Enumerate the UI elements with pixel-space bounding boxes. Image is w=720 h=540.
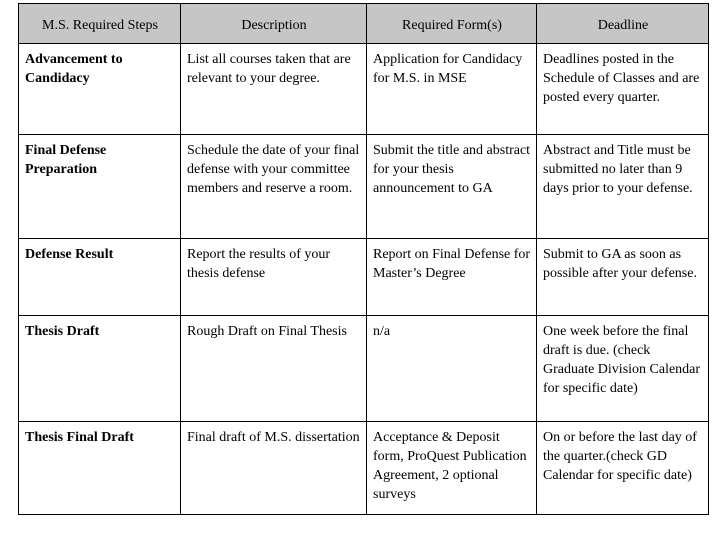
table-row (19, 135, 709, 239)
deadline-cell: Abstract and Title must be submitted no later than 9 days prior to your defense. (537, 135, 709, 239)
table-row (19, 44, 709, 135)
forms-cell: Application for Candidacy for M.S. in MSE (367, 44, 537, 135)
step-cell: Thesis Final Draft (19, 422, 181, 515)
header-row (19, 4, 709, 44)
forms-cell: Submit the title and abstract for your thesis announcement to GA (367, 135, 537, 239)
step-cell: Advancement to Candidacy (19, 44, 181, 135)
deadline-cell: On or before the last day of the quarter.(check GD Calendar for specific date) (537, 422, 709, 515)
step-cell: Defense Result (19, 239, 181, 316)
deadline-cell: One week before the final draft is due. (check Graduate Division Calendar for specific date) (537, 316, 709, 422)
deadline-cell: Submit to GA as soon as possible after your defense. (537, 239, 709, 316)
table-row (19, 316, 709, 422)
description-cell: Final draft of M.S. dissertation (181, 422, 367, 515)
header-steps: M.S. Required Steps (19, 4, 181, 44)
table-row (19, 239, 709, 316)
description-cell: List all courses taken that are relevant to your degree. (181, 44, 367, 135)
table-row (19, 422, 709, 515)
description-cell: Rough Draft on Final Thesis (181, 316, 367, 422)
requirements-table (18, 3, 709, 515)
deadline-cell: Deadlines posted in the Schedule of Classes and are posted every quarter. (537, 44, 709, 135)
description-cell: Report the results of your thesis defense (181, 239, 367, 316)
forms-cell: n/a (367, 316, 537, 422)
header-forms: Required Form(s) (367, 4, 537, 44)
step-cell: Thesis Draft (19, 316, 181, 422)
description-cell: Schedule the date of your final defense with your committee members and reserve a room. (181, 135, 367, 239)
forms-cell: Report on Final Defense for Master’s Degree (367, 239, 537, 316)
forms-cell: Acceptance & Deposit form, ProQuest Publication Agreement, 2 optional surveys (367, 422, 537, 515)
step-cell: Final Defense Preparation (19, 135, 181, 239)
header-deadline: Deadline (537, 4, 709, 44)
header-description: Description (181, 4, 367, 44)
